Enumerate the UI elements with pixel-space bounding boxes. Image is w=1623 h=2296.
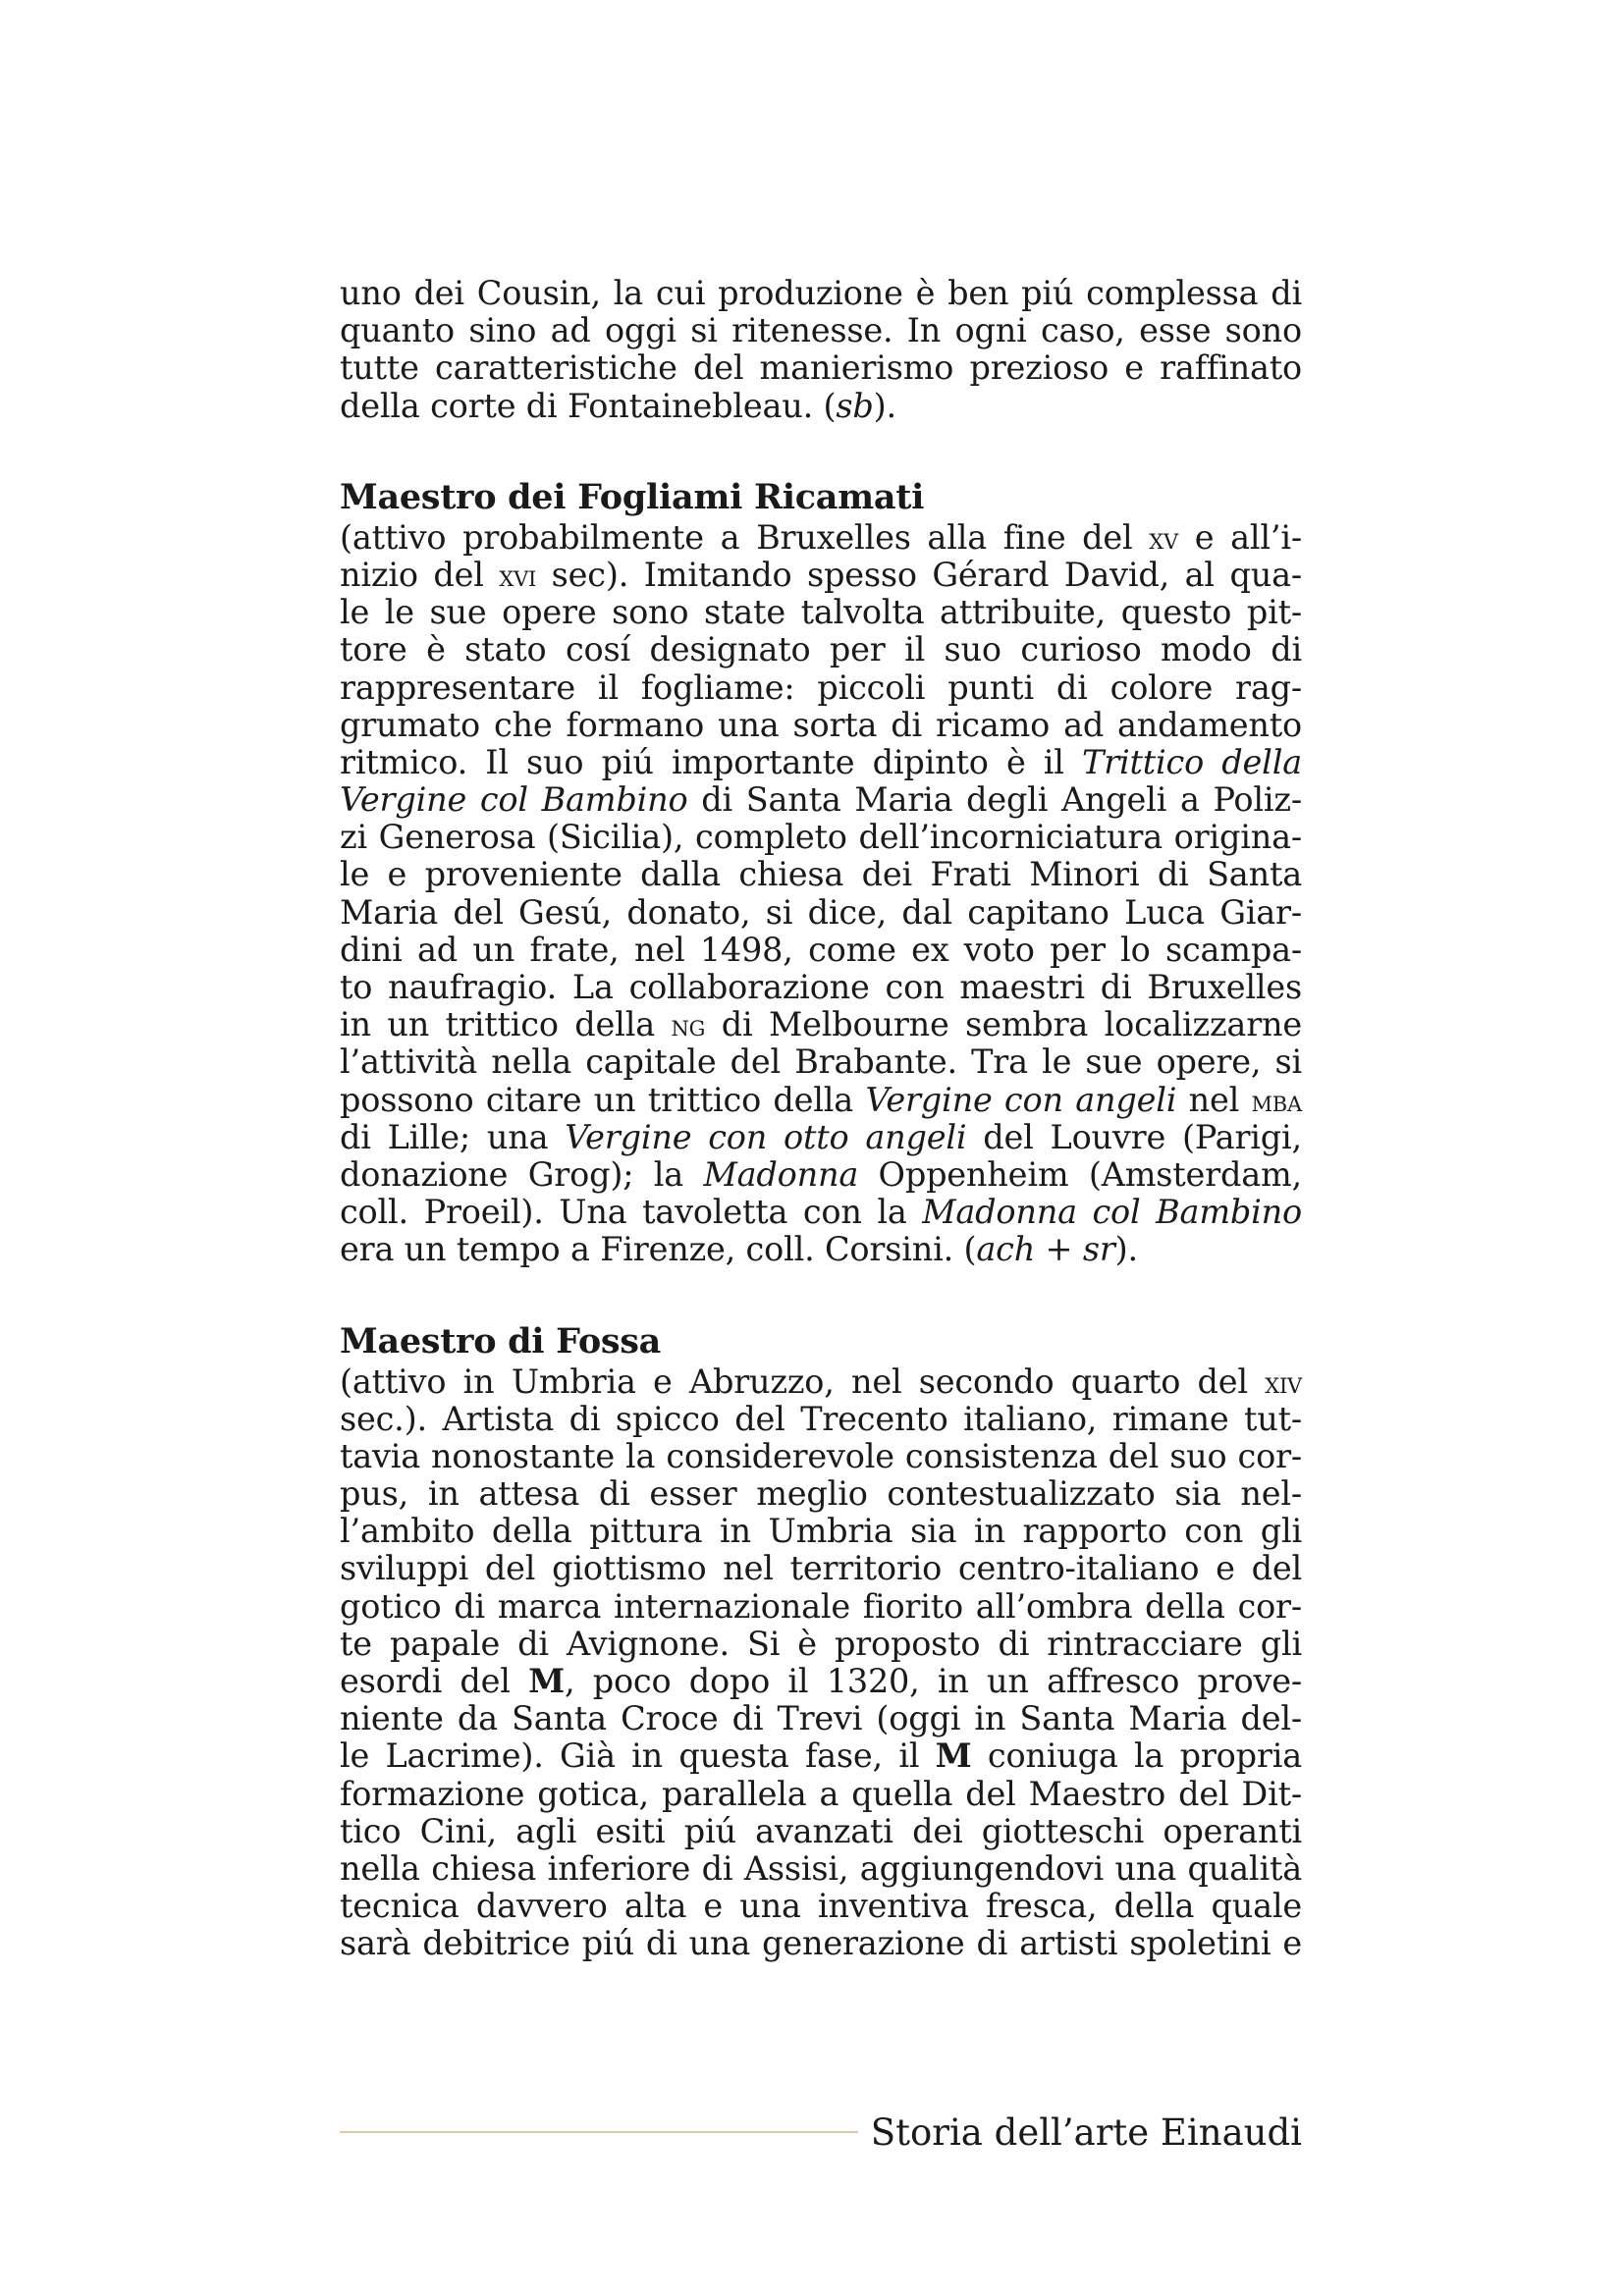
text-line: tecnica davvero alta e una inventiva fresca, della quale — [340, 1887, 1302, 1926]
text-line: nizio del xvi sec). Imitando spesso Gérard David, al qua- — [340, 555, 1302, 594]
text-line: ritmico. Il suo piú importante dipinto è il Trittico della — [340, 742, 1302, 781]
page-body — [340, 275, 1302, 1963]
text-line: esordi del M, poco dopo il 1320, in un affresco prove- — [340, 1662, 1302, 1700]
text-line: sviluppi del giottismo nel territorio centro-italiano e del — [340, 1549, 1302, 1588]
author-initials: ach + sr — [976, 1230, 1115, 1269]
text-line: in un trittico della ng di Melbourne sembra localizzarne — [340, 1005, 1303, 1044]
text-line: l’ambito della pittura in Umbria sia in rapporto con gli — [340, 1512, 1302, 1551]
text-line: (attivo probabilmente a Bruxelles alla fine del xv e all’i- — [340, 517, 1302, 557]
footer-publisher: Storia dell’arte Einaudi — [870, 2111, 1302, 2154]
text-line: donazione Grog); la Madonna Oppenheim (Amsterdam, — [340, 1154, 1302, 1194]
text-line: le le sue opere sono state talvolta attribuite, questo pit- — [340, 593, 1302, 632]
entry-fogliami-ricamati — [340, 478, 1302, 1269]
entry-title: Maestro dei Fogliami Ricamati — [340, 476, 925, 517]
page-footer — [340, 2113, 1302, 2163]
text-line: sec.). Artista di spicco del Trecento italiano, rimane tut- — [340, 1399, 1302, 1438]
text-line: le e proveniente dalla chiesa dei Frati Minori di Santa — [340, 855, 1302, 894]
text-line: grumato che formano una sorta di ricamo ad andamento — [340, 705, 1302, 744]
text-line: zi Generosa (Sicilia), completo dell’incorniciatura origina- — [340, 818, 1302, 857]
text-line: tavia nonostante la considerevole consistenza del suo cor- — [340, 1436, 1302, 1475]
footer-rule — [340, 2131, 858, 2133]
text-line: le Lacrime). Già in questa fase, il M coniuga la propria — [340, 1736, 1302, 1776]
text-line: sarà debitrice piú di una generazione di artisti spoletini e — [340, 1924, 1302, 1963]
text-line: l’attività nella capitale del Brabante. Tra le sue opere, si — [340, 1042, 1302, 1082]
text-line: della corte di Fontainebleau. (sb). — [340, 386, 896, 425]
text-line: gotico di marca internazionale fiorito all’ombra della cor- — [340, 1586, 1302, 1626]
text-line: era un tempo a Firenze, coll. Corsini. (ach + sr). — [340, 1230, 1138, 1269]
text-line: niente da Santa Croce di Trevi (oggi in Santa Maria del- — [340, 1699, 1302, 1738]
text-line: formazione gotica, parallela a quella del Maestro del Dit- — [340, 1774, 1302, 1813]
text-line: possono citare un trittico della Vergine con angeli nel mba — [340, 1080, 1303, 1119]
text-line: coll. Proeil). Una tavoletta con la Madonna col Bambino — [340, 1193, 1302, 1232]
text-line: to naufragio. La collaborazione con maestri di Bruxelles — [340, 968, 1302, 1006]
text-line: Vergine col Bambino di Santa Maria degli Angeli a Poliz- — [340, 780, 1302, 820]
text-line: quanto sino ad oggi si ritenesse. In ogni caso, esse sono — [340, 311, 1302, 350]
text-line: (attivo in Umbria e Abruzzo, nel secondo quarto del xiv — [340, 1362, 1302, 1401]
text-line: Maria del Gesú, donato, si dice, dal capitano Luca Giar- — [340, 892, 1302, 932]
text-line: pus, in attesa di esser meglio contestualizzato sia nel- — [340, 1474, 1302, 1514]
author-initials: sb — [836, 386, 874, 425]
text-line: tico Cini, agli esiti piú avanzati dei giotteschi operanti — [340, 1811, 1302, 1850]
text-line: te papale di Avignone. Si è proposto di rintracciare gli — [340, 1624, 1302, 1663]
text-line: tutte caratteristiche del manierismo prezioso e raffinato — [340, 348, 1302, 388]
text-line: rappresentare il fogliame: piccoli punti di colore rag- — [340, 667, 1302, 707]
entry-title: Maestro di Fossa — [340, 1320, 662, 1362]
text-line: nella chiesa inferiore di Assisi, aggiungendovi una qualità — [340, 1848, 1302, 1888]
text-line: uno dei Cousin, la cui produzione è ben piú complessa di — [340, 274, 1302, 312]
text-line: tore è stato cosí designato per il suo curioso modo di — [340, 630, 1302, 669]
text-line: di Lille; una Vergine con otto angeli del Louvre (Parigi, — [340, 1117, 1302, 1156]
intro-paragraph — [340, 275, 1302, 425]
text-line: dini ad un frate, nel 1498, come ex voto per lo scampa- — [340, 930, 1302, 969]
entry-maestro-di-fossa — [340, 1322, 1302, 1963]
